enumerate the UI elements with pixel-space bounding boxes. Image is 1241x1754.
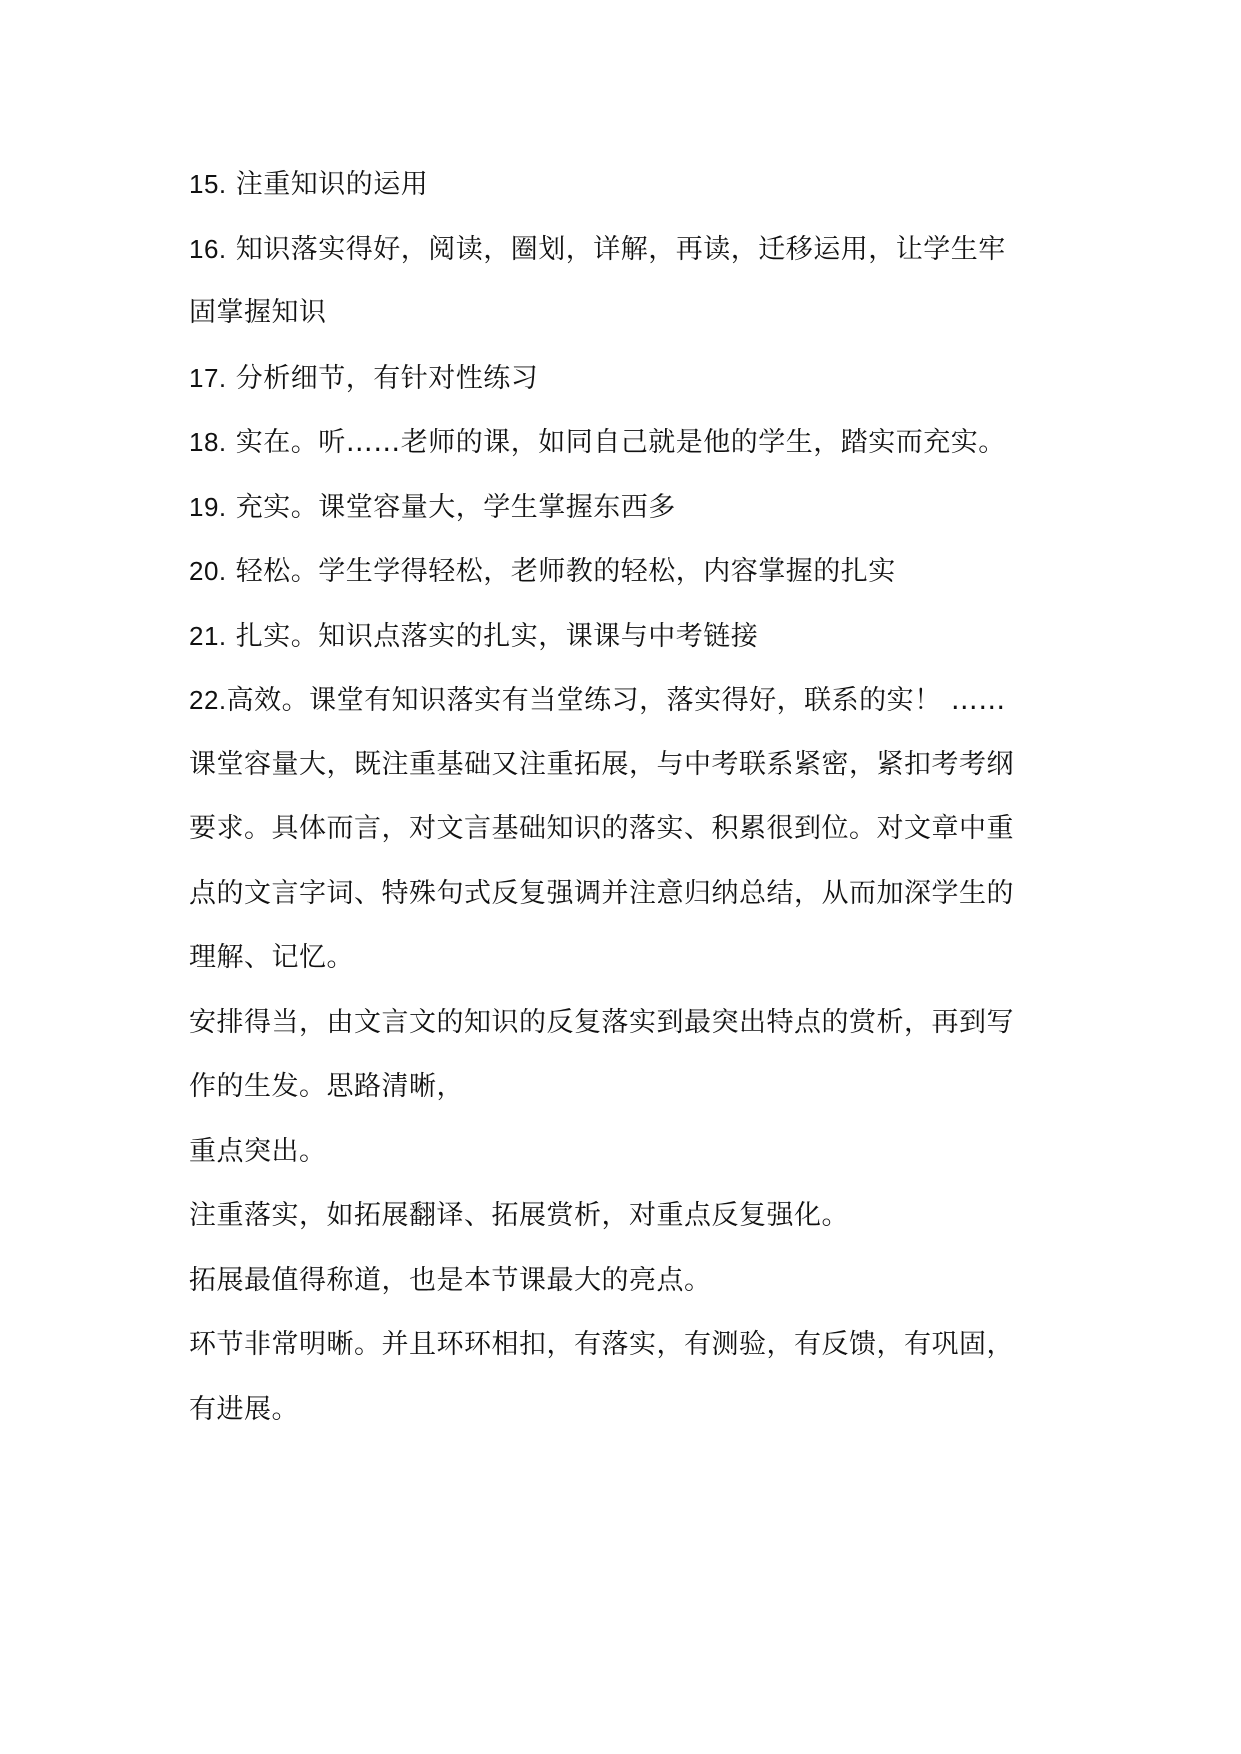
line-text: 作的生发。思路清晰， xyxy=(189,1071,464,1102)
line-text: 点的文言字词、特殊句式反复强调并注意归纳总结，从而加深学生的 xyxy=(189,877,1014,909)
line-text: 固掌握知识 xyxy=(189,297,327,328)
paragraph-line xyxy=(189,1120,1059,1185)
line-text: 注重落实，如拓展翻译、拓展赏析，对重点反复强化。 xyxy=(189,1200,849,1231)
line-20 xyxy=(189,539,1059,604)
line-text: 扎实。知识点落实的扎实，课课与中考链接 xyxy=(235,620,759,652)
line-text: 要求。具体而言，对文言基础知识的落实、积累很到位。对文章中重 xyxy=(189,813,1014,844)
line-18 xyxy=(189,410,1059,475)
item-number: 20. xyxy=(189,556,227,586)
item-number: 19. xyxy=(189,491,227,522)
line-text: 轻松。学生学得轻松，老师教的轻松，内容掌握的扎实 xyxy=(235,556,896,587)
paragraph-line xyxy=(189,1249,1059,1314)
line-16-continued xyxy=(189,281,1059,346)
item-number: 18. xyxy=(189,427,227,457)
line-text: 注重知识的运用 xyxy=(235,169,429,200)
line-text: 知识落实得好，阅读，圈划，详解，再读，迁移运用，让学生牢 xyxy=(235,233,1006,265)
line-15 xyxy=(189,152,1059,217)
line-19 xyxy=(189,475,1059,540)
item-number: 21. xyxy=(189,620,227,651)
line-text: 课堂容量大，既注重基础又注重拓展，与中考联系紧密，紧扣考考纲 xyxy=(189,748,1014,780)
paragraph-line xyxy=(189,991,1059,1056)
line-text: 充实。课堂容量大，学生掌握东西多 xyxy=(235,491,676,523)
paragraph-line xyxy=(189,1313,1059,1378)
line-text: 高效。课堂有知识落实有当堂练习，落实得好，联系的实！ …… xyxy=(226,685,1006,716)
paragraph-line xyxy=(189,926,1059,991)
line-text: 理解、记忆。 xyxy=(189,942,354,973)
line-text: 有进展。 xyxy=(189,1393,299,1425)
paragraph-line xyxy=(189,733,1059,798)
item-number: 22. xyxy=(189,685,227,715)
paragraph-line xyxy=(189,797,1059,862)
item-number: 16. xyxy=(189,233,227,264)
line-21 xyxy=(189,604,1059,669)
line-16 xyxy=(189,217,1059,282)
item-number: 15. xyxy=(189,169,227,199)
line-22 xyxy=(189,668,1059,733)
line-text: 拓展最值得称道，也是本节课最大的亮点。 xyxy=(189,1264,712,1296)
line-text: 环节非常明晰。并且环环相扣，有落实，有测验，有反馈，有巩固， xyxy=(189,1329,1014,1360)
paragraph-line xyxy=(189,1184,1059,1249)
paragraph-line xyxy=(189,1055,1059,1120)
item-number: 17. xyxy=(189,362,227,393)
paragraph-line xyxy=(189,862,1059,927)
line-text: 分析细节，有针对性练习 xyxy=(235,362,539,394)
line-text: 安排得当，由文言文的知识的反复落实到最突出特点的赏析，再到写 xyxy=(189,1006,1014,1038)
line-text: 实在。听……老师的课，如同自己就是他的学生，踏实而充实。 xyxy=(235,427,1006,458)
paragraph-line xyxy=(189,1378,1059,1443)
line-17 xyxy=(189,346,1059,411)
document-body xyxy=(189,152,1059,1442)
line-text: 重点突出。 xyxy=(189,1135,327,1167)
